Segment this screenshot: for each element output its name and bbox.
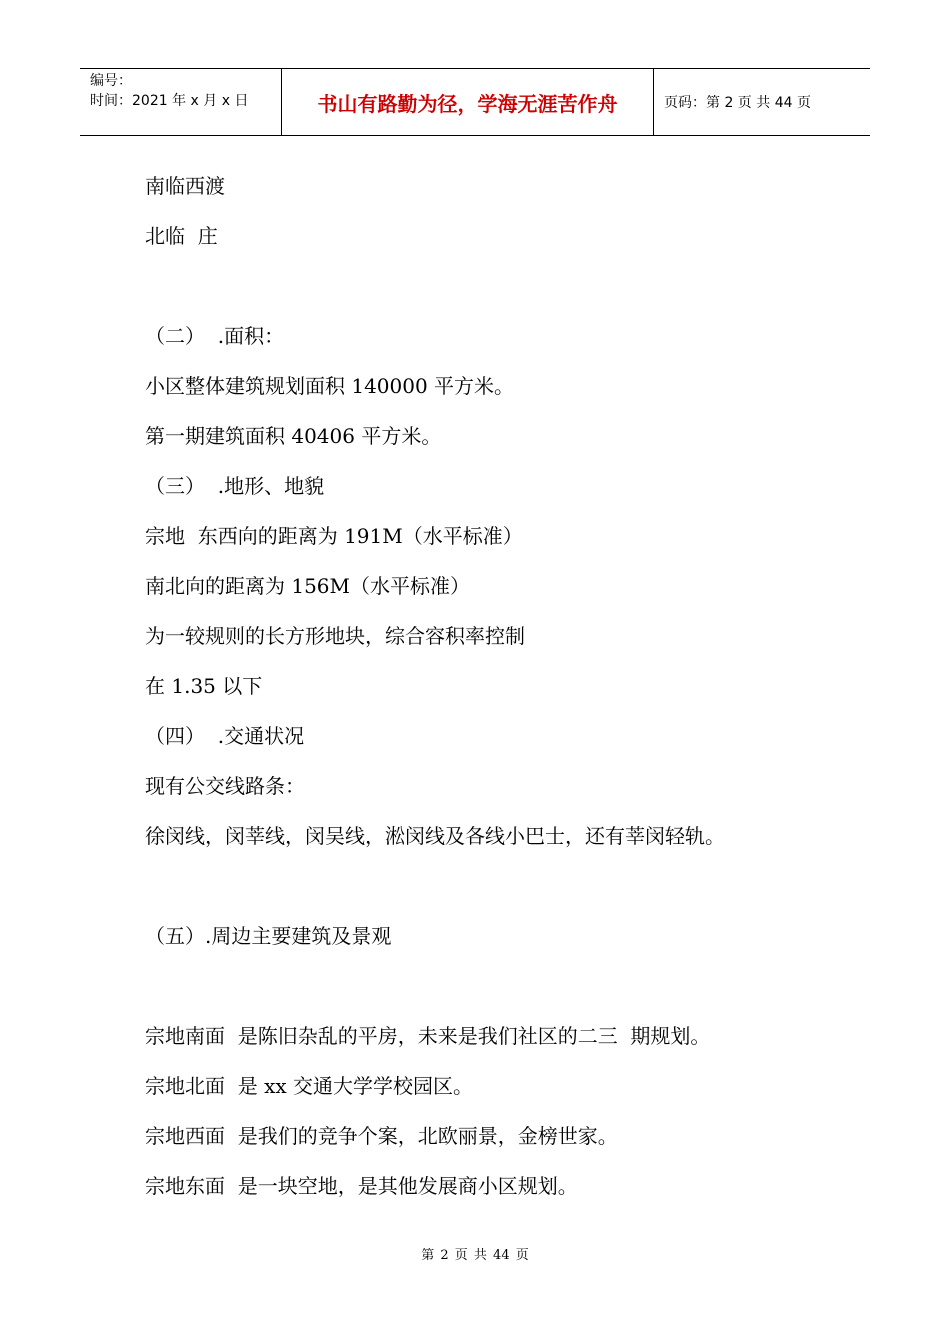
header-page-info: 页码：第 2 页 共 44 页: [664, 95, 811, 111]
document-body: [145, 168, 845, 1218]
body-line: 宗地东面 是一块空地，是其他发展商小区规划。: [145, 1174, 578, 1198]
body-line: 宗地西面 是我们的竞争个案，北欧丽景，金榜世家。: [145, 1124, 618, 1148]
header-meta: [80, 69, 282, 135]
blank-line: [145, 968, 845, 1018]
body-line: 南北向的距离为 156M（水平标准）: [145, 574, 471, 598]
section-heading: （五）.周边主要建筑及景观: [145, 924, 392, 948]
body-line: 第一期建筑面积 40406 平方米。: [145, 424, 442, 448]
body-line: 小区整体建筑规划面积 140000 平方米。: [145, 374, 515, 398]
section-heading: （三） .地形、地貌: [145, 474, 325, 498]
code-label: 编号：: [90, 73, 132, 89]
body-line: 现有公交线路条：: [145, 774, 305, 798]
body-line: 徐闵线，闵莘线，闵吴线，淞闵线及各线小巴士，还有莘闵轻轨。: [145, 824, 725, 848]
blank-line: [145, 268, 845, 318]
blank-line: [145, 868, 845, 918]
body-line: 南临西渡: [145, 174, 225, 198]
page-header: [80, 68, 870, 136]
body-line: 在 1.35 以下: [145, 674, 263, 698]
body-line: 为一较规则的长方形地块，综合容积率控制: [145, 624, 525, 648]
section-heading: （四） .交通状况: [145, 724, 305, 748]
body-line: 北临 庄: [145, 224, 218, 248]
body-line: 宗地南面 是陈旧杂乱的平房，未来是我们社区的二三 期规划。: [145, 1024, 711, 1048]
section-heading: （二） .面积：: [145, 324, 285, 348]
body-line: 宗地 东西向的距离为 191M（水平标准）: [145, 524, 523, 548]
body-line: 宗地北面 是 xx 交通大学学校园区。: [145, 1074, 473, 1098]
header-motto: 书山有路勤为径，学海无涯苦作舟: [282, 69, 654, 135]
time-label: 时间：2021 年 x 月 x 日: [90, 93, 249, 109]
page-footer: 第 2 页 共 44 页: [421, 1248, 529, 1263]
